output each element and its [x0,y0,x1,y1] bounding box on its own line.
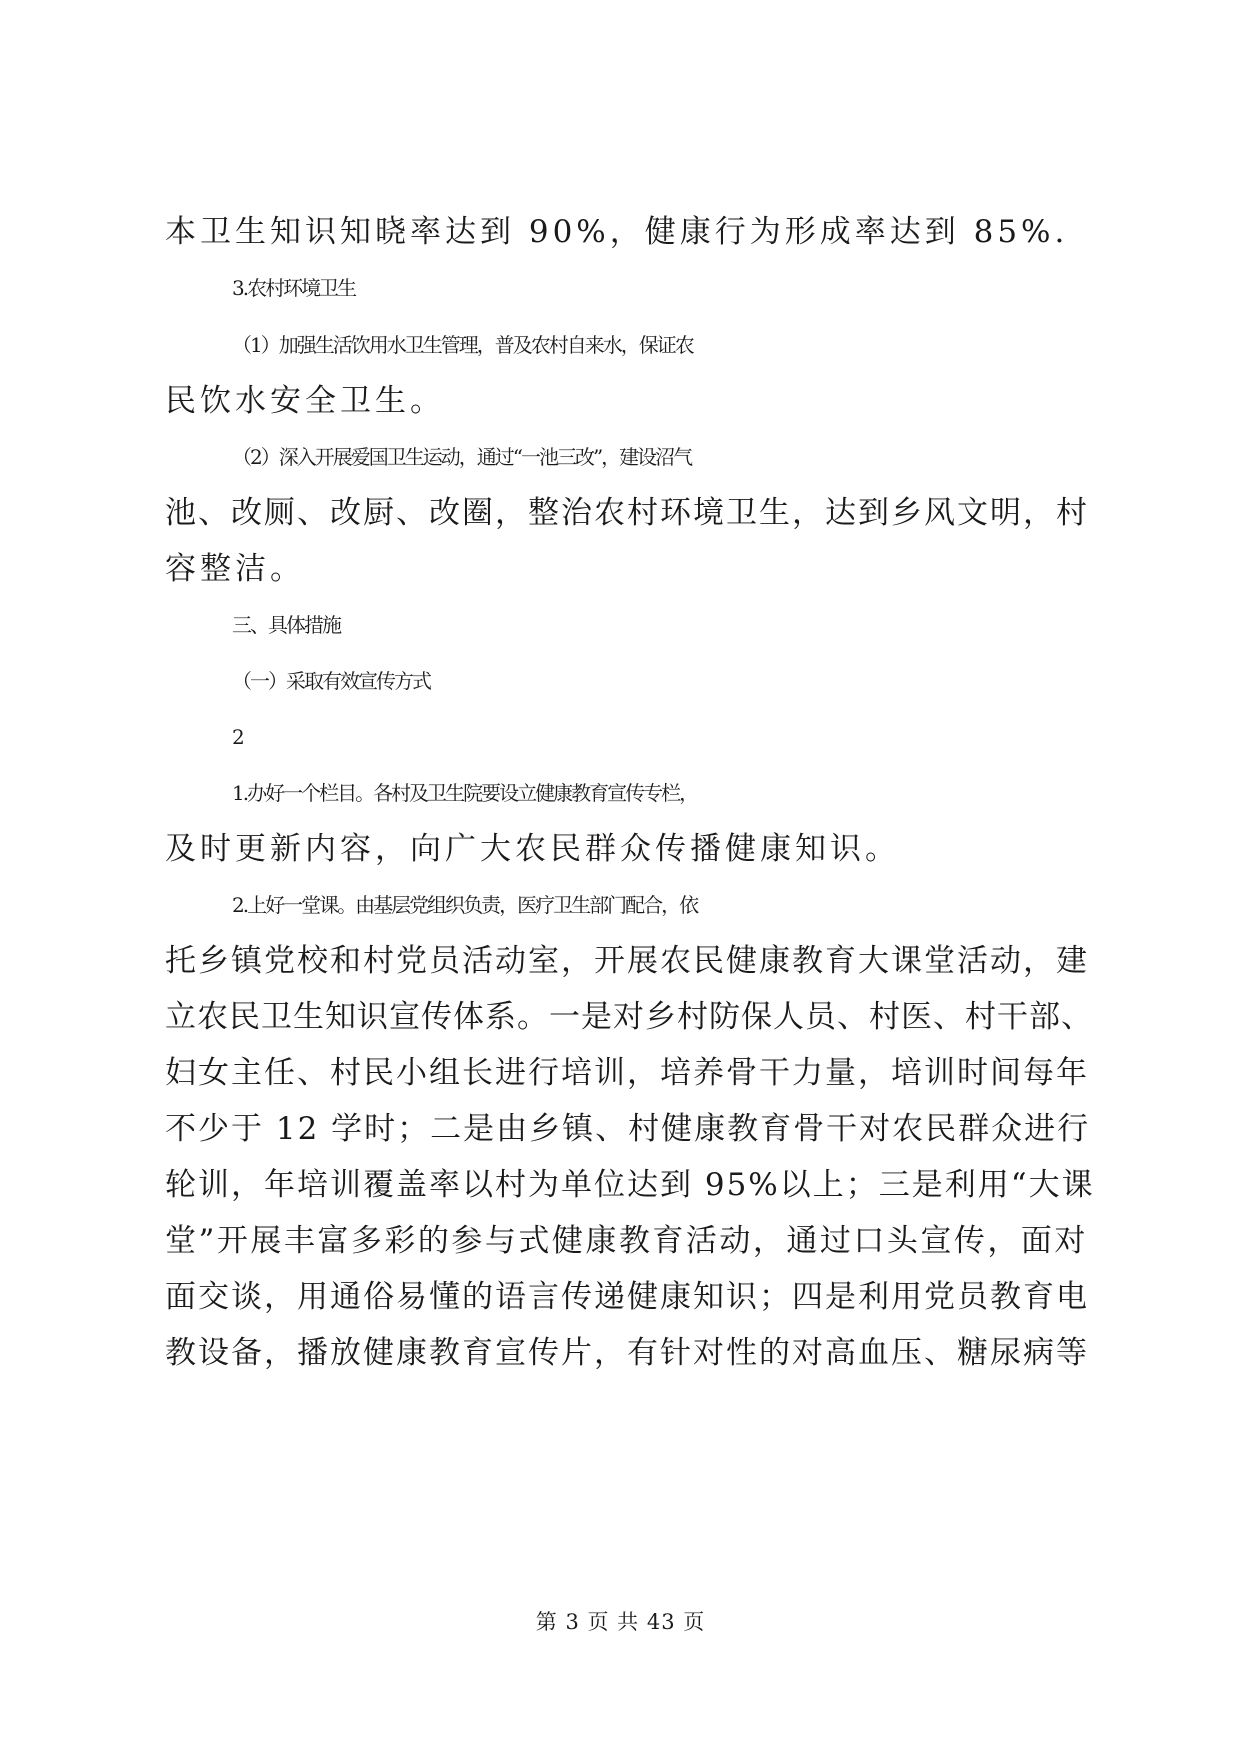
text-line-5: （2）深入开展爱国卫生运动，通过“一池三改”，建设沼气 [232,445,692,469]
text-line-11: 1.办好一个栏目。各村及卫生院要设立健康教育宣传专栏， [232,781,698,805]
text-line-15: 立农民卫生知识宣传体系。一是对乡村防保人员、村医、村干部、 [165,999,1093,1035]
text-line-4: 民饮水安全卫生。 [165,383,445,419]
text-line-20: 面交谈，用通俗易懂的语言传递健康知识；四是利用党员教育电 [165,1279,1089,1315]
text-line-13: 2.上好一堂课。由基层党组织负责，医疗卫生部门配合，依 [232,893,698,917]
subsection-heading-publicity: （一）采取有效宣传方式 [232,669,430,693]
text-line-14: 托乡镇党校和村党员活动室，开展农民健康教育大课堂活动，建 [165,943,1089,979]
text-line-10: 2 [232,725,243,749]
text-line-18: 轮训，年培训覆盖率以村为单位达到 95%以上；三是利用“大课 [165,1167,1095,1203]
page-number-footer: 第 3 页 共 43 页 [535,1610,706,1634]
section-heading-measures: 三、具体措施 [232,613,340,637]
text-line-7: 容整洁。 [165,551,305,587]
text-line-16: 妇女主任、村民小组长进行培训，培养骨干力量，培训时间每年 [165,1055,1089,1091]
text-line-6: 池、改厕、改厨、改圈，整治农村环境卫生，达到乡风文明，村 [165,495,1089,531]
text-line-12: 及时更新内容，向广大农民群众传播健康知识。 [165,831,900,867]
text-line-1: 本卫生知识知晓率达到 90%，健康行为形成率达到 85%. [165,214,1069,250]
text-line-19: 堂”开展丰富多彩的参与式健康教育活动，通过口头宣传，面对 [165,1223,1088,1259]
text-line-21: 教设备，播放健康教育宣传片，有针对性的对高血压、糖尿病等 [165,1335,1089,1371]
text-line-3: （1）加强生活饮用水卫生管理，普及农村自来水，保证农 [232,333,693,357]
section-heading-rural-environment: 3.农村环境卫生 [232,276,356,300]
text-line-17: 不少于 12 学时；二是由乡镇、村健康教育骨干对农民群众进行 [165,1111,1091,1147]
